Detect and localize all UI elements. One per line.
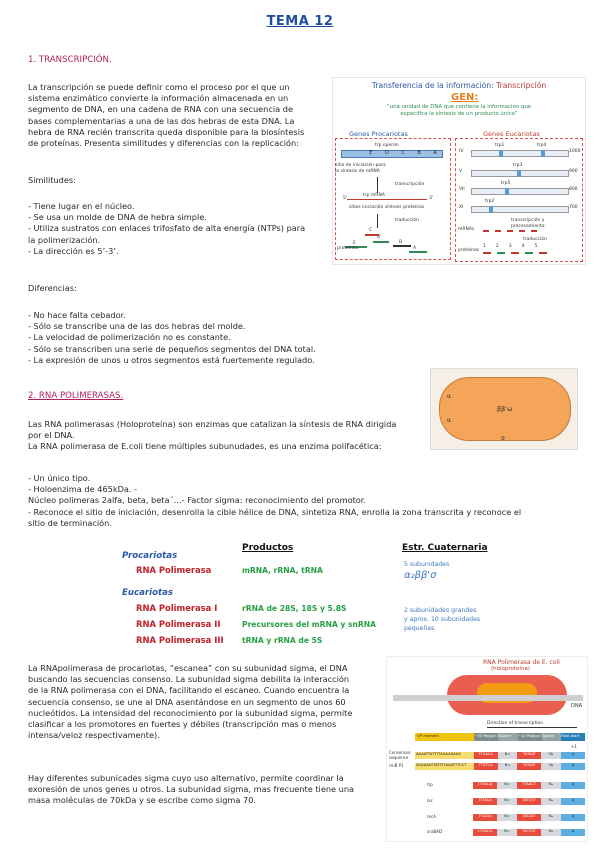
traduccion-euk-label: traducción [523, 237, 547, 242]
section-1-heading: 1. TRANSCRIPCIÓN. [28, 55, 112, 65]
gene-mark [489, 206, 493, 213]
consensus-label: Consensus sequence [389, 750, 411, 760]
prot-e: E [353, 241, 356, 246]
gene-mark [505, 188, 509, 195]
list-item: - La velocidad de polimerización no es constante. [28, 332, 231, 343]
gene-label: trp1 [495, 143, 505, 148]
rna-pol-prok: RNA Polimerasa [136, 565, 212, 575]
transcripcion-label: transcripción [395, 182, 425, 187]
gene-label: trp3 [513, 163, 523, 168]
gene-label: trp2 [485, 199, 495, 204]
similitudes-title: Similitudes: [28, 175, 76, 185]
intro-line: segmento de DNA, en una cadena de RNA con una secuencia de [28, 104, 293, 115]
pol-2-products: Precursores del mRNA y snRNA [242, 620, 376, 629]
pol-3-products: tRNA y rRNA de 5S [242, 636, 323, 645]
rna-pol-2: RNA Polimerasa II [136, 619, 221, 629]
chrom-label: XI [459, 205, 464, 210]
rna-pol-1: RNA Polimerasa I [136, 603, 218, 613]
text-line: buscando las secuencias consenso. La subunidad sigma debilita la interacción [28, 674, 350, 685]
promoter-row: TTGACA N₁₇ TTAACT N₆ A [473, 782, 585, 789]
mrna-marks [483, 230, 543, 236]
chrom-label: VII [459, 187, 465, 192]
plus1-label: +1 [571, 744, 577, 749]
transcription-figure [332, 77, 586, 265]
prot-c: C [369, 228, 373, 233]
promoter-row: AGAAAATTATTTTAAATTTCCT TTGTCA N₁₇ TATAAT N₆ A [415, 763, 585, 770]
similitudes-list [28, 201, 305, 257]
polymerase-table [116, 541, 522, 651]
mrnas-label: mRNAs [458, 227, 475, 232]
polimerasas-list [28, 473, 521, 529]
fig3-subtitle: (holoproteína) [491, 666, 530, 672]
sigma70-paragraph [28, 773, 354, 807]
kb-label: 1000 [569, 149, 581, 154]
pol-1-products: rRNA de 28S, 18S y 5.8S [242, 604, 347, 613]
list-item: - No hace falta cebador. [28, 310, 126, 320]
list-item: - La expresión de unos u otros segmentos está fuertemente regulado. [28, 354, 315, 365]
consensus-row: AAAATTATTTTAAAAAAAA TTGACA N₁₇ TATAAT N₆ A [415, 752, 585, 759]
diferencias-title: Diferencias: [28, 283, 77, 293]
promoter-name: recA [427, 814, 436, 819]
region-header: UP element −35 Region Spacer −10 Region Spacer RNA start [415, 733, 585, 741]
alpha-label: α [447, 417, 451, 424]
text-line: intensa/veloz respectivamente). [28, 730, 160, 741]
kb-label: 800 [569, 187, 578, 192]
arrow [377, 177, 378, 193]
gene-mark [499, 150, 503, 157]
text-line: exoresión de unos genes u otros. La subunidad sigma, mas frecuente tiene una [28, 784, 355, 795]
promoter-row: TTGATA N₁₇ TATAAT N₆ A [473, 814, 585, 821]
protein-bar [393, 245, 411, 247]
sintesis-label: la síntesis de mRNA [335, 169, 380, 174]
intro-line: La transcripción se puede definir como el proceso por el que un [28, 82, 290, 92]
operon-genes: E D C B A [369, 150, 437, 156]
transc-proc-label: transcripción y procesamiento [511, 218, 545, 229]
list-item: - La dirección es 5’-3’. [28, 245, 119, 256]
euk-subunits: 2 subunidades grandes [404, 607, 477, 614]
euk-label: Genes Eucariotas [483, 130, 540, 138]
col-productos: Productos [242, 543, 294, 553]
promoter-figure [386, 656, 588, 842]
list-item: - Sólo se transcriben una serie de pequeños segmentos del DNA total. [28, 343, 316, 354]
gen-definition: “una unidad de DNA que contiene la información que especifica la síntesis de un producto único” [386, 104, 532, 117]
text-line: Hay diferentes subunicades sigma cuyo uso alternativo, permite coordinar la [28, 773, 344, 783]
chromosome-bar [471, 188, 569, 195]
trp-mrna-label: trp mRNA [363, 193, 385, 198]
text-line: por el DNA. [28, 430, 75, 441]
figure-title: Transferencia de la información: Transcripción [371, 81, 547, 90]
prot-b: B [399, 240, 403, 245]
dna-label: DNA [571, 703, 583, 709]
prot-d: D [377, 235, 381, 240]
fig3-title: RNA Polimerasa de E. coli [483, 659, 560, 666]
rna-pol-3: RNA Polimerasa III [136, 635, 224, 645]
text-line: La RNA polimerasa de E.coli tiene múltiples subunudades, es una enzima polifacética: [28, 441, 382, 452]
diferencias-list [28, 310, 316, 366]
list-item: - Holoenzima de 465kDa. - [28, 484, 138, 495]
text-line: masa moléculas de 70kDa y se escribe como sigma 70. [28, 795, 257, 806]
mrna-line [347, 199, 427, 200]
operon-label: trp operon [375, 143, 399, 148]
protein-bars [483, 252, 563, 255]
core-label: ββ'ω [497, 405, 513, 413]
protein-numbers: 1 2 3 4 5 [483, 244, 538, 249]
list-item: - Se usa un molde de DNA de hebra simple. [28, 212, 207, 223]
section-2-heading: 2. RNA POLIMERASAS. [28, 391, 124, 401]
strand-5: 5' [343, 196, 348, 201]
strand-3: 3' [429, 196, 434, 201]
procariotas-label: Procariotas [122, 551, 178, 561]
proteinas-euk-label: proteínas [458, 248, 480, 253]
arrow [377, 214, 378, 228]
text-line: Las RNA polimerasas (Holoproteína) son enzimas que catalizan la síntesis de RNA dirigida [28, 419, 397, 429]
prok-products: mRNA, rRNA, tRNA [242, 566, 323, 575]
promoter-name: rrnB P1 [389, 763, 404, 768]
prot-a: A [413, 246, 417, 251]
text-line: nucleótidos. La intensidad del reconocimiento por la subunidad sigma, permite [28, 707, 353, 718]
chromosome-bar [471, 150, 569, 157]
chromosome-bar [471, 206, 569, 213]
text-line: clasificar a los promotores en fuertes y débiles (transcripción mas o menos [28, 719, 337, 730]
list-item: - Sólo se transcribe una de las dos hebras del molde. [28, 321, 246, 332]
sitios-label: sitios iniciación síntesis proteínas [349, 205, 425, 210]
protein-bar [409, 251, 427, 253]
kb-label: 700 [569, 205, 578, 210]
list-item: sitio de terminación. [28, 517, 112, 528]
traduccion-label: traducción [395, 218, 419, 223]
intro-paragraph [28, 82, 304, 149]
sigma-paragraph [28, 663, 352, 741]
list-item: - Utiliza sustratos con enlaces trifosfato de alta energía (NTPs) para [28, 223, 306, 234]
text-line: La RNApolimerasa de procariotas, “escanea” con su subunidad sigma, el DNA [28, 663, 348, 673]
list-item: - Reconoce el sitio de iniciación, desenrolla la cible hélice de DNA, sintetiza RNA, enrolla la zona transcrita y reconoce el [28, 506, 522, 517]
list-item: - Tiene lugar en el núcleo. [28, 201, 135, 211]
list-item: Núcleo polimeras 2alfa, beta, beta´…- Factor sigma: reconocimiento del promotor. [28, 495, 367, 506]
gen-label: GEN: [451, 92, 479, 103]
gene-label: trp4 [537, 143, 547, 148]
chrom-label: V [459, 169, 463, 174]
euk-subunits: y aprox. 10 subunidades [404, 616, 481, 623]
promoter-row: TTTACA N₁₇ TATGTT N₆ A [473, 798, 585, 805]
prok-formula: α₂ββ'σ [404, 570, 437, 581]
euk-subunits: pequeñas [404, 625, 435, 632]
eucariotas-label: Eucariotas [122, 588, 173, 598]
direction-label: Direction of transcription [487, 721, 544, 726]
intro-line: sistema enzimático convierte la información almacenada en un [28, 93, 289, 104]
list-item: - Un único tipo. [28, 473, 91, 483]
rna-polymerase-figure [430, 368, 578, 450]
text-line: secuencia consenso, se une al DNA asentándose en un segmento de unos 60 [28, 696, 346, 707]
col-estr: Estr. Cuaternaria [402, 543, 488, 553]
alpha-label: α [447, 393, 451, 400]
sigma-label: σ [501, 435, 505, 442]
polimerasas-paragraph [28, 419, 396, 453]
protein-bar [373, 241, 389, 243]
intro-line: bases complementarias a una de las dos hebras de esta DNA. La [28, 115, 295, 126]
text-line: de la RNA polimerasa con el DNA, facilitando el escaneo. Cuando encuentra la [28, 685, 350, 696]
gene-mark [541, 150, 545, 157]
promoter-row: CTGACG N₁₇ TACTGT N₆ A [473, 829, 585, 836]
kb-label: 900 [569, 169, 578, 174]
promoter-name: lac [427, 798, 433, 803]
direction-arrow [487, 727, 577, 728]
sitio-label: sitio de iniciación para [335, 163, 386, 168]
proteinas-label: proteínas [337, 246, 359, 251]
intro-line: hebra de RNA recién transcrita queda disponible para la biosíntesis [28, 126, 305, 137]
gene-label: trp5 [501, 181, 511, 186]
prok-label: Genes Procariotas [349, 130, 408, 138]
list-item: la polimerización. [28, 234, 101, 245]
promoter-name: trp [427, 782, 433, 787]
chrom-label: IV [459, 149, 464, 154]
intro-line: de proteínas. Presenta similitudes y diferencias con la replicación: [28, 138, 299, 149]
page-title: TEMA 12 [266, 14, 334, 29]
gene-mark [517, 170, 521, 177]
prok-subunits: 5 subunidades [404, 561, 450, 568]
promoter-name: araBAD [427, 829, 443, 834]
dna-strand [393, 695, 583, 701]
